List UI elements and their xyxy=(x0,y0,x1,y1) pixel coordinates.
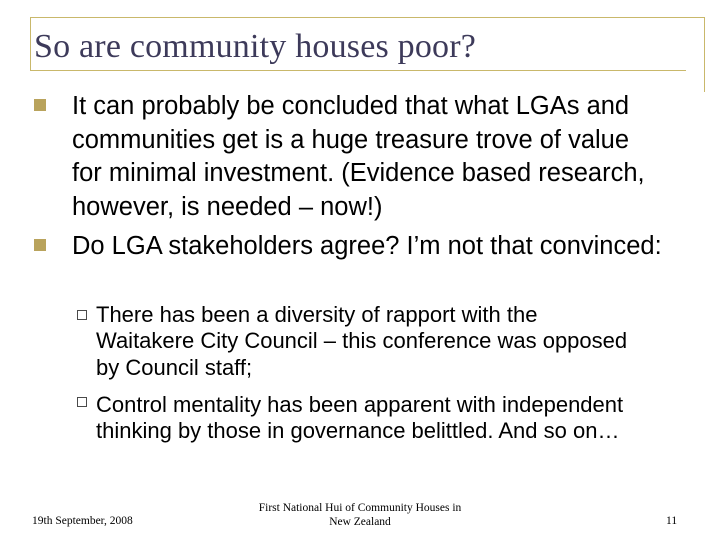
square-bullet-icon xyxy=(34,239,46,251)
square-bullet-icon xyxy=(34,99,46,111)
subbullet-text: Control mentality has been apparent with independent thinking by those in governance belittled. And so on… xyxy=(96,392,624,444)
title-underline xyxy=(30,70,686,71)
footer-event-line2: New Zealand xyxy=(329,516,391,528)
hollow-square-bullet-icon xyxy=(77,310,87,320)
hollow-square-bullet-icon xyxy=(77,397,87,407)
footer-event-line1: First National Hui of Community Houses in xyxy=(258,502,462,514)
frame-right-line xyxy=(704,17,705,92)
page-number: 11 xyxy=(666,515,678,527)
subbullet-text: There has been a diversity of rapport with the Waitakere City Council – this conference was opposed by Council staff; xyxy=(96,302,628,380)
footer-date: 19th September, 2008 xyxy=(32,515,133,527)
frame-left-line xyxy=(30,17,31,70)
footer-event xyxy=(240,501,480,529)
frame-top-line xyxy=(30,17,705,18)
bullet-text: Do LGA stakeholders agree? I’m not that convinced: xyxy=(72,232,662,260)
bullet-text: It can probably be concluded that what LGAs and communities get is a huge treasure trove of value for minimal investment. (Evidence based research, however, is needed – now!) xyxy=(72,92,645,221)
slide-title: So are community houses poor? xyxy=(34,28,477,65)
